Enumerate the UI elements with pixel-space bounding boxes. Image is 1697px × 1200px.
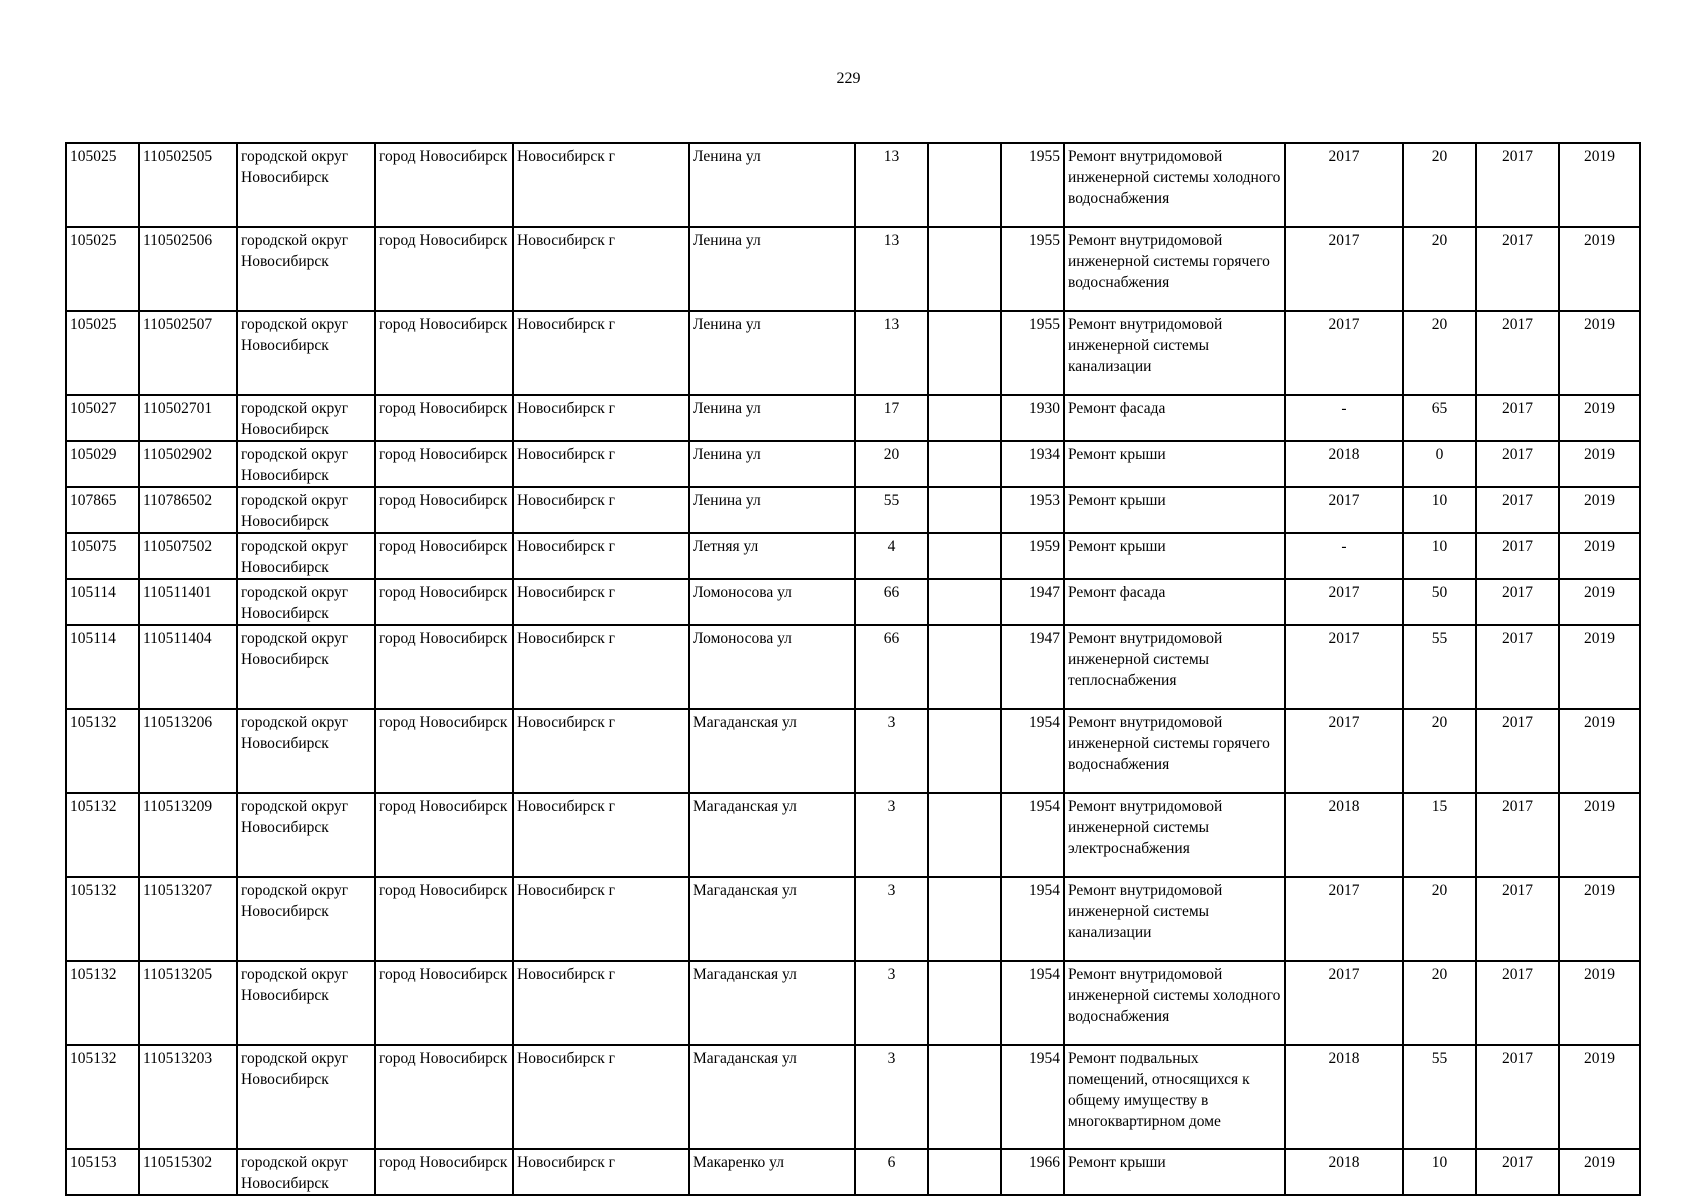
cell-house: 66 (855, 579, 928, 625)
cell-street: Макаренко ул (689, 1149, 855, 1195)
repair-registry-table (65, 142, 1641, 1196)
cell-settlement: город Новосибирск (375, 877, 513, 961)
cell-period-start: 2017 (1476, 227, 1559, 311)
cell-wear: 20 (1403, 311, 1476, 395)
cell-house: 3 (855, 793, 928, 877)
cell-settlement: город Новосибирск (375, 311, 513, 395)
cell-period-end: 2019 (1559, 625, 1640, 709)
cell-district: городской округ Новосибирск (237, 961, 375, 1045)
cell-settlement: город Новосибирск (375, 1045, 513, 1149)
cell-house: 13 (855, 227, 928, 311)
cell-year-last: 2017 (1285, 143, 1403, 227)
cell-year-built: 1947 (1001, 579, 1064, 625)
cell-period-end: 2019 (1559, 441, 1640, 487)
cell-house: 3 (855, 877, 928, 961)
cell-district: городской округ Новосибирск (237, 579, 375, 625)
cell-year-built: 1954 (1001, 793, 1064, 877)
cell-work: Ремонт внутридомовой инженерной системы холодного водоснабжения (1064, 143, 1285, 227)
cell-year-last: 2017 (1285, 877, 1403, 961)
table-row (66, 487, 1640, 533)
table-row (66, 395, 1640, 441)
cell-work: Ремонт внутридомовой инженерной системы канализации (1064, 877, 1285, 961)
cell-city: Новосибирск г (513, 395, 689, 441)
cell-settlement: город Новосибирск (375, 709, 513, 793)
table-row (66, 441, 1640, 487)
table-row (66, 533, 1640, 579)
cell-code: 110507502 (139, 533, 237, 579)
cell-code: 110502701 (139, 395, 237, 441)
cell-street: Ленина ул (689, 487, 855, 533)
cell-settlement: город Новосибирск (375, 533, 513, 579)
cell-work: Ремонт крыши (1064, 1149, 1285, 1195)
cell-period-end: 2019 (1559, 487, 1640, 533)
cell-code: 110513203 (139, 1045, 237, 1149)
cell-code: 110502902 (139, 441, 237, 487)
cell-district: городской округ Новосибирск (237, 533, 375, 579)
cell-wear: 0 (1403, 441, 1476, 487)
cell-year-built: 1959 (1001, 533, 1064, 579)
cell-house: 66 (855, 625, 928, 709)
cell-work: Ремонт внутридомовой инженерной системы электроснабжения (1064, 793, 1285, 877)
cell-building (928, 625, 1001, 709)
cell-house: 55 (855, 487, 928, 533)
cell-city: Новосибирск г (513, 1045, 689, 1149)
cell-district: городской округ Новосибирск (237, 625, 375, 709)
cell-building (928, 311, 1001, 395)
cell-building (928, 1149, 1001, 1195)
cell-street: Ленина ул (689, 311, 855, 395)
cell-wear: 20 (1403, 143, 1476, 227)
cell-code: 110511404 (139, 625, 237, 709)
cell-id: 105132 (66, 793, 139, 877)
cell-settlement: город Новосибирск (375, 227, 513, 311)
cell-street: Магаданская ул (689, 793, 855, 877)
cell-year-last: 2018 (1285, 441, 1403, 487)
cell-code: 110502507 (139, 311, 237, 395)
cell-district: городской округ Новосибирск (237, 709, 375, 793)
cell-year-built: 1930 (1001, 395, 1064, 441)
cell-district: городской округ Новосибирск (237, 1149, 375, 1195)
cell-house: 17 (855, 395, 928, 441)
cell-period-start: 2017 (1476, 487, 1559, 533)
cell-street: Ломоносова ул (689, 625, 855, 709)
cell-district: городской округ Новосибирск (237, 311, 375, 395)
cell-district: городской округ Новосибирск (237, 441, 375, 487)
cell-district: городской округ Новосибирск (237, 877, 375, 961)
table-row (66, 709, 1640, 793)
cell-wear: 10 (1403, 533, 1476, 579)
cell-code: 110513206 (139, 709, 237, 793)
cell-year-last: 2018 (1285, 793, 1403, 877)
cell-period-start: 2017 (1476, 793, 1559, 877)
cell-work: Ремонт крыши (1064, 487, 1285, 533)
cell-house: 13 (855, 311, 928, 395)
cell-district: городской округ Новосибирск (237, 487, 375, 533)
cell-street: Магаданская ул (689, 1045, 855, 1149)
cell-code: 110502506 (139, 227, 237, 311)
cell-settlement: город Новосибирск (375, 441, 513, 487)
table-row (66, 1149, 1640, 1195)
cell-year-last: 2017 (1285, 625, 1403, 709)
cell-wear: 20 (1403, 227, 1476, 311)
cell-house: 20 (855, 441, 928, 487)
cell-house: 6 (855, 1149, 928, 1195)
cell-id: 105114 (66, 625, 139, 709)
cell-work: Ремонт фасада (1064, 579, 1285, 625)
cell-period-start: 2017 (1476, 579, 1559, 625)
cell-code: 110502505 (139, 143, 237, 227)
cell-code: 110513209 (139, 793, 237, 877)
cell-year-last: 2017 (1285, 709, 1403, 793)
cell-building (928, 487, 1001, 533)
cell-period-start: 2017 (1476, 1149, 1559, 1195)
cell-city: Новосибирск г (513, 877, 689, 961)
cell-id: 105025 (66, 311, 139, 395)
cell-year-built: 1953 (1001, 487, 1064, 533)
cell-work: Ремонт подвальных помещений, относящихся к общему имуществу в многоквартирном доме (1064, 1045, 1285, 1149)
cell-house: 13 (855, 143, 928, 227)
cell-building (928, 441, 1001, 487)
cell-house: 4 (855, 533, 928, 579)
cell-year-last: 2018 (1285, 1149, 1403, 1195)
cell-wear: 20 (1403, 961, 1476, 1045)
cell-code: 110786502 (139, 487, 237, 533)
cell-city: Новосибирск г (513, 487, 689, 533)
cell-building (928, 533, 1001, 579)
cell-id: 105025 (66, 227, 139, 311)
cell-district: городской округ Новосибирск (237, 227, 375, 311)
cell-settlement: город Новосибирск (375, 793, 513, 877)
cell-settlement: город Новосибирск (375, 961, 513, 1045)
cell-period-end: 2019 (1559, 579, 1640, 625)
cell-settlement: город Новосибирск (375, 395, 513, 441)
cell-id: 107865 (66, 487, 139, 533)
cell-settlement: город Новосибирск (375, 625, 513, 709)
cell-settlement: город Новосибирск (375, 579, 513, 625)
cell-street: Летняя ул (689, 533, 855, 579)
cell-year-built: 1954 (1001, 709, 1064, 793)
cell-id: 105114 (66, 579, 139, 625)
cell-street: Магаданская ул (689, 961, 855, 1045)
table-row (66, 625, 1640, 709)
cell-street: Магаданская ул (689, 709, 855, 793)
table-row (66, 227, 1640, 311)
cell-year-last: - (1285, 395, 1403, 441)
cell-period-start: 2017 (1476, 877, 1559, 961)
cell-year-last: 2017 (1285, 227, 1403, 311)
cell-id: 105027 (66, 395, 139, 441)
cell-city: Новосибирск г (513, 227, 689, 311)
cell-period-start: 2017 (1476, 533, 1559, 579)
cell-street: Магаданская ул (689, 877, 855, 961)
table-row (66, 877, 1640, 961)
cell-city: Новосибирск г (513, 961, 689, 1045)
cell-city: Новосибирск г (513, 793, 689, 877)
cell-period-start: 2017 (1476, 1045, 1559, 1149)
cell-year-built: 1934 (1001, 441, 1064, 487)
cell-street: Ленина ул (689, 441, 855, 487)
page-number: 229 (836, 70, 861, 87)
cell-city: Новосибирск г (513, 311, 689, 395)
cell-district: городской округ Новосибирск (237, 1045, 375, 1149)
cell-period-end: 2019 (1559, 961, 1640, 1045)
cell-wear: 15 (1403, 793, 1476, 877)
cell-period-end: 2019 (1559, 709, 1640, 793)
cell-period-start: 2017 (1476, 143, 1559, 227)
cell-period-start: 2017 (1476, 441, 1559, 487)
cell-street: Ленина ул (689, 143, 855, 227)
cell-district: городской округ Новосибирск (237, 143, 375, 227)
cell-city: Новосибирск г (513, 579, 689, 625)
table-row (66, 579, 1640, 625)
cell-period-start: 2017 (1476, 961, 1559, 1045)
cell-id: 105132 (66, 877, 139, 961)
cell-building (928, 143, 1001, 227)
cell-settlement: город Новосибирск (375, 1149, 513, 1195)
cell-code: 110513207 (139, 877, 237, 961)
cell-building (928, 961, 1001, 1045)
cell-id: 105025 (66, 143, 139, 227)
cell-year-built: 1955 (1001, 311, 1064, 395)
table-row (66, 961, 1640, 1045)
cell-building (928, 227, 1001, 311)
cell-year-built: 1954 (1001, 1045, 1064, 1149)
table-row (66, 143, 1640, 227)
cell-work: Ремонт внутридомовой инженерной системы холодного водоснабжения (1064, 961, 1285, 1045)
cell-year-last: 2017 (1285, 487, 1403, 533)
cell-city: Новосибирск г (513, 709, 689, 793)
cell-year-last: - (1285, 533, 1403, 579)
cell-building (928, 709, 1001, 793)
cell-year-built: 1955 (1001, 143, 1064, 227)
cell-wear: 55 (1403, 1045, 1476, 1149)
cell-period-start: 2017 (1476, 395, 1559, 441)
cell-year-last: 2018 (1285, 1045, 1403, 1149)
cell-city: Новосибирск г (513, 1149, 689, 1195)
cell-house: 3 (855, 1045, 928, 1149)
cell-city: Новосибирск г (513, 625, 689, 709)
cell-year-built: 1955 (1001, 227, 1064, 311)
cell-wear: 65 (1403, 395, 1476, 441)
table-row (66, 1045, 1640, 1149)
cell-district: городской округ Новосибирск (237, 395, 375, 441)
cell-period-end: 2019 (1559, 311, 1640, 395)
cell-year-last: 2017 (1285, 311, 1403, 395)
cell-wear: 10 (1403, 1149, 1476, 1195)
cell-period-end: 2019 (1559, 395, 1640, 441)
cell-period-end: 2019 (1559, 143, 1640, 227)
cell-id: 105132 (66, 709, 139, 793)
cell-year-built: 1954 (1001, 961, 1064, 1045)
cell-period-end: 2019 (1559, 533, 1640, 579)
cell-settlement: город Новосибирск (375, 143, 513, 227)
cell-work: Ремонт внутридомовой инженерной системы теплоснабжения (1064, 625, 1285, 709)
cell-wear: 50 (1403, 579, 1476, 625)
cell-house: 3 (855, 709, 928, 793)
table-row (66, 311, 1640, 395)
cell-work: Ремонт фасада (1064, 395, 1285, 441)
cell-street: Ленина ул (689, 395, 855, 441)
cell-district: городской округ Новосибирск (237, 793, 375, 877)
cell-year-built: 1947 (1001, 625, 1064, 709)
cell-period-start: 2017 (1476, 709, 1559, 793)
cell-street: Ломоносова ул (689, 579, 855, 625)
cell-year-built: 1966 (1001, 1149, 1064, 1195)
cell-period-start: 2017 (1476, 311, 1559, 395)
cell-building (928, 395, 1001, 441)
cell-work: Ремонт крыши (1064, 441, 1285, 487)
cell-settlement: город Новосибирск (375, 487, 513, 533)
cell-period-end: 2019 (1559, 227, 1640, 311)
cell-id: 105029 (66, 441, 139, 487)
cell-code: 110515302 (139, 1149, 237, 1195)
cell-code: 110513205 (139, 961, 237, 1045)
table-row (66, 793, 1640, 877)
cell-street: Ленина ул (689, 227, 855, 311)
cell-id: 105153 (66, 1149, 139, 1195)
cell-period-end: 2019 (1559, 793, 1640, 877)
cell-building (928, 877, 1001, 961)
cell-work: Ремонт крыши (1064, 533, 1285, 579)
cell-city: Новосибирск г (513, 143, 689, 227)
cell-house: 3 (855, 961, 928, 1045)
cell-period-start: 2017 (1476, 625, 1559, 709)
cell-work: Ремонт внутридомовой инженерной системы горячего водоснабжения (1064, 227, 1285, 311)
cell-building (928, 579, 1001, 625)
cell-year-last: 2017 (1285, 961, 1403, 1045)
cell-id: 105132 (66, 1045, 139, 1149)
cell-wear: 55 (1403, 625, 1476, 709)
cell-wear: 20 (1403, 877, 1476, 961)
cell-year-last: 2017 (1285, 579, 1403, 625)
cell-period-end: 2019 (1559, 877, 1640, 961)
cell-id: 105132 (66, 961, 139, 1045)
cell-work: Ремонт внутридомовой инженерной системы горячего водоснабжения (1064, 709, 1285, 793)
cell-city: Новосибирск г (513, 533, 689, 579)
cell-year-built: 1954 (1001, 877, 1064, 961)
cell-building (928, 793, 1001, 877)
cell-city: Новосибирск г (513, 441, 689, 487)
cell-wear: 20 (1403, 709, 1476, 793)
cell-building (928, 1045, 1001, 1149)
cell-code: 110511401 (139, 579, 237, 625)
cell-period-end: 2019 (1559, 1149, 1640, 1195)
cell-work: Ремонт внутридомовой инженерной системы канализации (1064, 311, 1285, 395)
cell-id: 105075 (66, 533, 139, 579)
cell-wear: 10 (1403, 487, 1476, 533)
cell-period-end: 2019 (1559, 1045, 1640, 1149)
